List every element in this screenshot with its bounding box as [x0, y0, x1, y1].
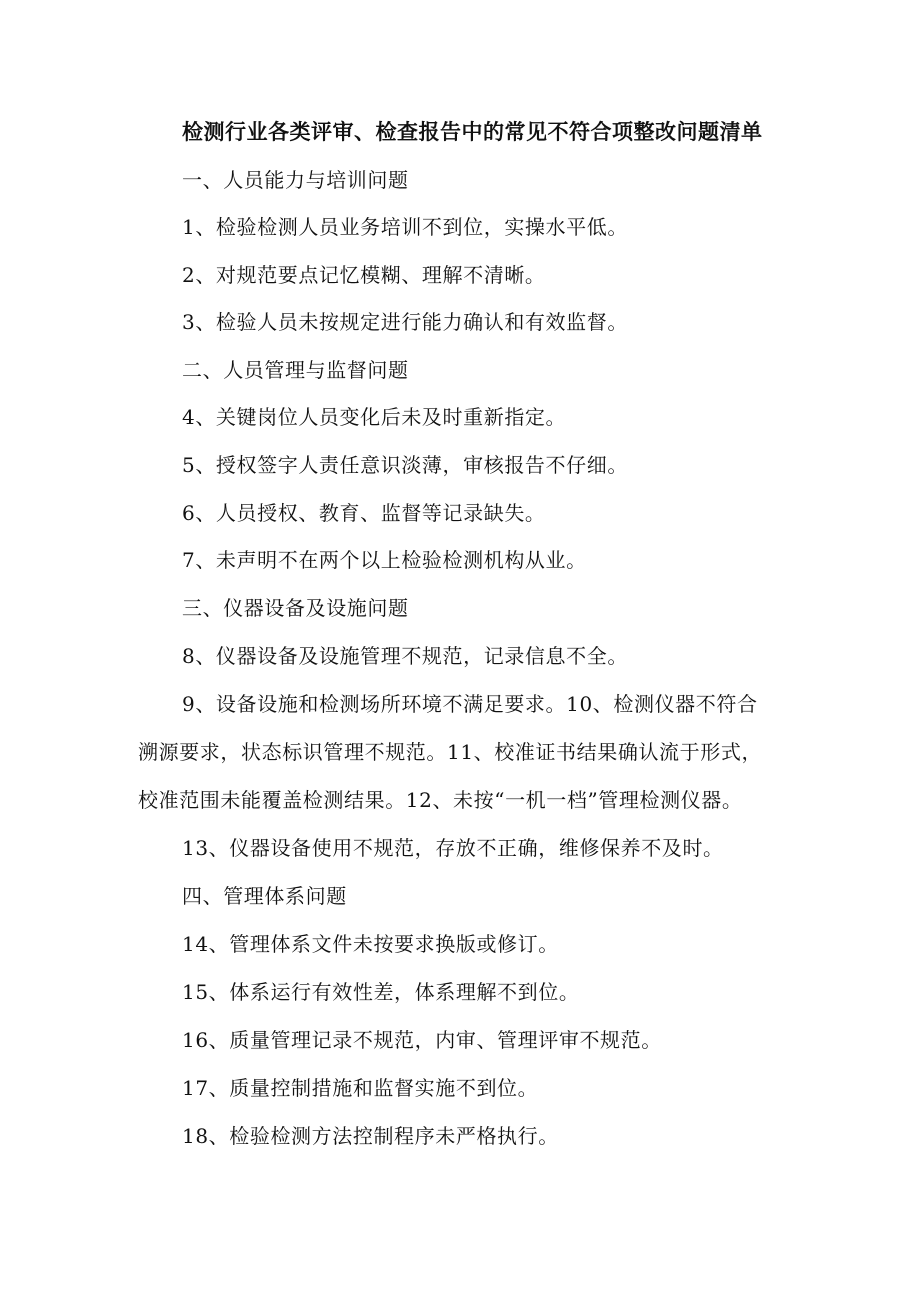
- list-item: 13、仪器设备使用不规范，存放不正确，维修保养不及时。: [182, 836, 724, 860]
- paragraph-line: 9、设备设施和检测场所环境不满足要求。10、检测仪器不符合: [182, 692, 758, 716]
- list-item: 6、人员授权、教育、监督等记录缺失。: [182, 501, 546, 525]
- list-item: 16、质量管理记录不规范，内审、管理评审不规范。: [182, 1028, 662, 1052]
- list-item: 2、对规范要点记忆模糊、理解不清晰。: [182, 263, 546, 287]
- list-item: 3、检验人员未按规定进行能力确认和有效监督。: [182, 310, 628, 334]
- section-heading: 四、管理体系问题: [182, 884, 347, 908]
- list-item: 5、授权签字人责任意识淡薄，审核报告不仔细。: [182, 453, 628, 477]
- paragraph-line: 校准范围未能覆盖检测结果。12、未按“一机一档”管理检测仪器。: [138, 788, 743, 812]
- list-item: 7、未声明不在两个以上检验检测机构从业。: [182, 548, 587, 572]
- list-item: 15、体系运行有效性差，体系理解不到位。: [182, 980, 580, 1004]
- list-item: 17、质量控制措施和监督实施不到位。: [182, 1076, 539, 1100]
- paragraph-line: 溯源要求，状态标识管理不规范。11、校准证书结果确认流于形式，: [138, 740, 763, 764]
- list-item: 14、管理体系文件未按要求换版或修订。: [182, 932, 559, 956]
- list-item: 1、检验检测人员业务培训不到位，实操水平低。: [182, 215, 628, 239]
- list-item: 4、关键岗位人员变化后未及时重新指定。: [182, 405, 567, 429]
- section-heading: 二、人员管理与监督问题: [182, 358, 409, 382]
- section-heading: 三、仪器设备及设施问题: [182, 596, 409, 620]
- list-item: 18、检验检测方法控制程序未严格执行。: [182, 1124, 559, 1148]
- page-title: 检测行业各类评审、检查报告中的常见不符合项整改问题清单: [182, 119, 763, 144]
- section-heading: 一、人员能力与培训问题: [182, 168, 409, 192]
- list-item: 8、仪器设备及设施管理不规范，记录信息不全。: [182, 644, 628, 668]
